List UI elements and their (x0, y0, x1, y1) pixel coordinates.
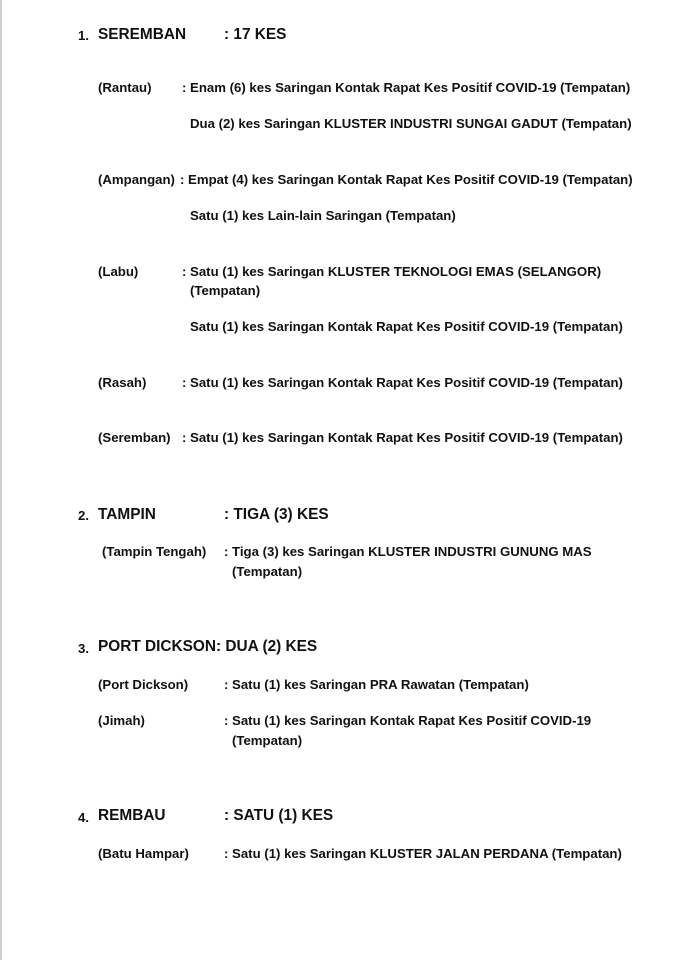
case-line: (Tempatan) (190, 283, 261, 298)
case-line: : Satu (1) kes Saringan PRA Rawatan (Tempatan) (224, 677, 529, 692)
area-label: (Rasah) (98, 375, 147, 390)
case-line: : Satu (1) kes Saringan Kontak Rapat Kes Positif COVID-19 (Tempatan) (182, 375, 623, 390)
district-total: : DUA (2) KES (216, 638, 318, 655)
case-line: : Satu (1) kes Saringan KLUSTER JALAN PERDANA (Tempatan) (224, 846, 622, 861)
case-line: Dua (2) kes Saringan KLUSTER INDUSTRI SUNGAI GADUT (Tempatan) (190, 116, 632, 131)
case-line: Satu (1) kes Saringan Kontak Rapat Kes Positif COVID-19 (Tempatan) (190, 319, 623, 334)
case-line: : Satu (1) kes Saringan KLUSTER TEKNOLOGI EMAS (SELANGOR) (182, 264, 602, 279)
case-line: : Enam (6) kes Saringan Kontak Rapat Kes Positif COVID-19 (Tempatan) (182, 80, 631, 95)
area-label: (Batu Hampar) (98, 846, 189, 861)
area-label: (Rantau) (98, 80, 152, 95)
section-number: 4. (78, 810, 89, 825)
area-label: (Jimah) (98, 713, 145, 728)
case-line: Satu (1) kes Lain-lain Saringan (Tempatan) (190, 208, 456, 223)
district-total: : SATU (1) KES (224, 807, 334, 824)
case-line: : Tiga (3) kes Saringan KLUSTER INDUSTRI GUNUNG MAS (224, 544, 592, 559)
area-label: (Labu) (98, 264, 139, 279)
case-line: : Empat (4) kes Saringan Kontak Rapat Kes Positif COVID-19 (Tempatan) (180, 172, 633, 187)
district-total: : TIGA (3) KES (224, 506, 329, 523)
district-name: PORT DICKSON (98, 638, 216, 655)
area-label: (Tampin Tengah) (102, 544, 207, 559)
area-label: (Port Dickson) (98, 677, 189, 692)
section-number: 1. (78, 28, 89, 43)
case-line: (Tempatan) (232, 564, 303, 579)
section-number: 3. (78, 641, 89, 656)
district-name: TAMPIN (98, 506, 156, 523)
area-label: (Seremban) (98, 430, 171, 445)
area-label: (Ampangan) (98, 172, 175, 187)
section-number: 2. (78, 508, 89, 523)
case-line: : Satu (1) kes Saringan Kontak Rapat Kes Positif COVID-19 (224, 713, 592, 728)
district-total: : 17 KES (224, 26, 287, 43)
case-line: (Tempatan) (232, 733, 303, 748)
district-name: REMBAU (98, 807, 166, 824)
district-name: SEREMBAN (98, 26, 187, 43)
case-line: : Satu (1) kes Saringan Kontak Rapat Kes Positif COVID-19 (Tempatan) (182, 430, 623, 445)
